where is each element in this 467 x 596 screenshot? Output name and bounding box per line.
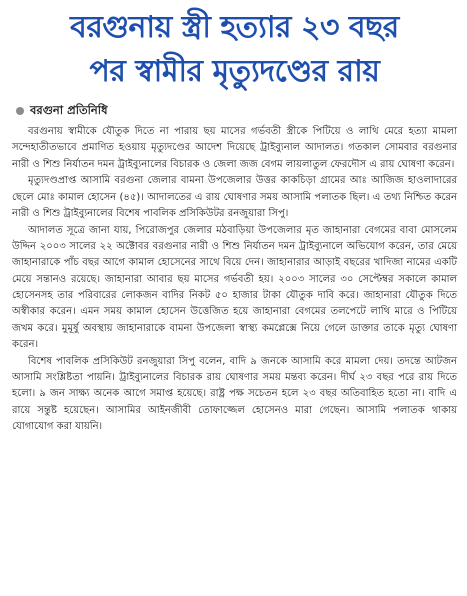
bullet-icon [16,107,24,115]
byline-text: বরগুনা প্রতিনিধি [30,102,108,117]
byline [16,104,457,118]
article-paragraph-4: বিশেষ পাবলিক প্রসিকিউট রনজুয়ারা সিপু বলেন, বাদি ৯ জনকে আসামি করে মামলা দেয়। তদন্তে আটজন আসামি সংশ্লিষ্টতা পায়নি। ট্রাইব্যুনালের বিচারক রায় ঘোষণার সময় মন্তব্য করেন। দীর্ঘ ২৩ বছর পরে রায় দিতে হলো। ৯ জন সাক্ষ্য অনেক আগে সমাপ্ত হয়েছে। রাষ্ট্র পক্ষ সচেতন হলে ২৩ বছর অতিবাহিত হতো না। বাদি এ রায়ে সন্তুষ্ট হয়েছেন। আসামির আইনজীবী তোফাজ্জেল হোসেনও মারা গেছেন। আসামি পলাতক থাকায় যোগাযোগ করা যায়নি। [12,355,457,432]
article-body [12,124,457,435]
headline-line-1: বরগুনায় স্ত্রী হত্যার ২৩ বছর [70,10,399,45]
article-paragraph-2: মৃত্যুদণ্ডপ্রাপ্ত আসামি বরগুনা জেলার বামনা উপজেলার উত্তর কাকচিড়া গ্রামের আঃ আজিজ হাওলাদারের ছেলে মোঃ কামাল হোসেন (৪৫)। আদালতের এ রায় ঘোষণার সময় আসামি পলাতক ছিল। এ তথ্য নিশ্চিত করেন নারী ও শিশু ট্রাইব্যুনালের বিশেষ পাবলিক প্রসিকিউটর রনজুয়ারা সিপু। [12,175,457,219]
headline-line-2: পর স্বামীর মৃত্যুদণ্ডের রায় [89,54,380,89]
article-paragraph-1: বরগুনায় স্বামীকে যৌতুক দিতে না পারায় ছয় মাসের গর্ভবতী স্ত্রীকে পিটিয়ে ও লাথি মেরে হত্যা মামলা সন্দেহাতীতভাবে প্রমাণিত হওয়ায় মৃত্যুদণ্ডের আদেশ দিয়েছে ট্রাইব্যুনাল আদালত। গতকাল সোমবার বরগুনার নারী ও শিশু নির্যাতন দমন ট্রাইব্যুনালের বিচারক ও জেলা জজ বেগম লায়লাতুল ফেরদৌস এ রায় ঘোষণা করেন। [12,126,457,170]
article-paragraph-3: আদালত সূত্রে জানা যায়, পিরোজপুর জেলার মঠবাড়িয়া উপজেলার মৃত জাহানারা বেগমের বাবা মোসলেম উদ্দিন ২০০৩ সালের ২২ অক্টোবর বরগুনার নারী ও শিশু নির্যাতন দমন ট্রাইব্যুনালে অভিযোগ করেন, তার মেয়ে জাহানারাকে পাঁচ বছর আগে কামাল হোসেনের সাথে বিয়ে দেন। জাহানারার আড়াই বছরের খাদিজা নামের একটি মেয়ে সন্তানও রয়েছে। জাহানারা আবার ছয় মাসের গর্ভবতী হয়। ২০০৩ সালের ৩০ সেপ্টেম্বর সকালে কামাল হোসেনসহ তার পরিবারের লোকজন বাদির নিকট ৫০ হাজার টাকা যৌতুক দাবি করে। জাহানারা যৌতুক দিতে অস্বীকার করেন। এমন সময় কামাল হোসেন উত্তেজিত হয়ে জাহানারা বেগমের তলপেটে লাথি মারে ও পিটিয়ে জখম করে। মুমূর্ষু অবস্থায় জাহানারাকে বামনা উপজেলা স্বাস্থ্য কমপ্লেক্সে নিয়ে গেলে ডাক্তার তাকে মৃত্যু ঘোষণা করেন। [12,224,457,350]
headline [12,6,457,94]
